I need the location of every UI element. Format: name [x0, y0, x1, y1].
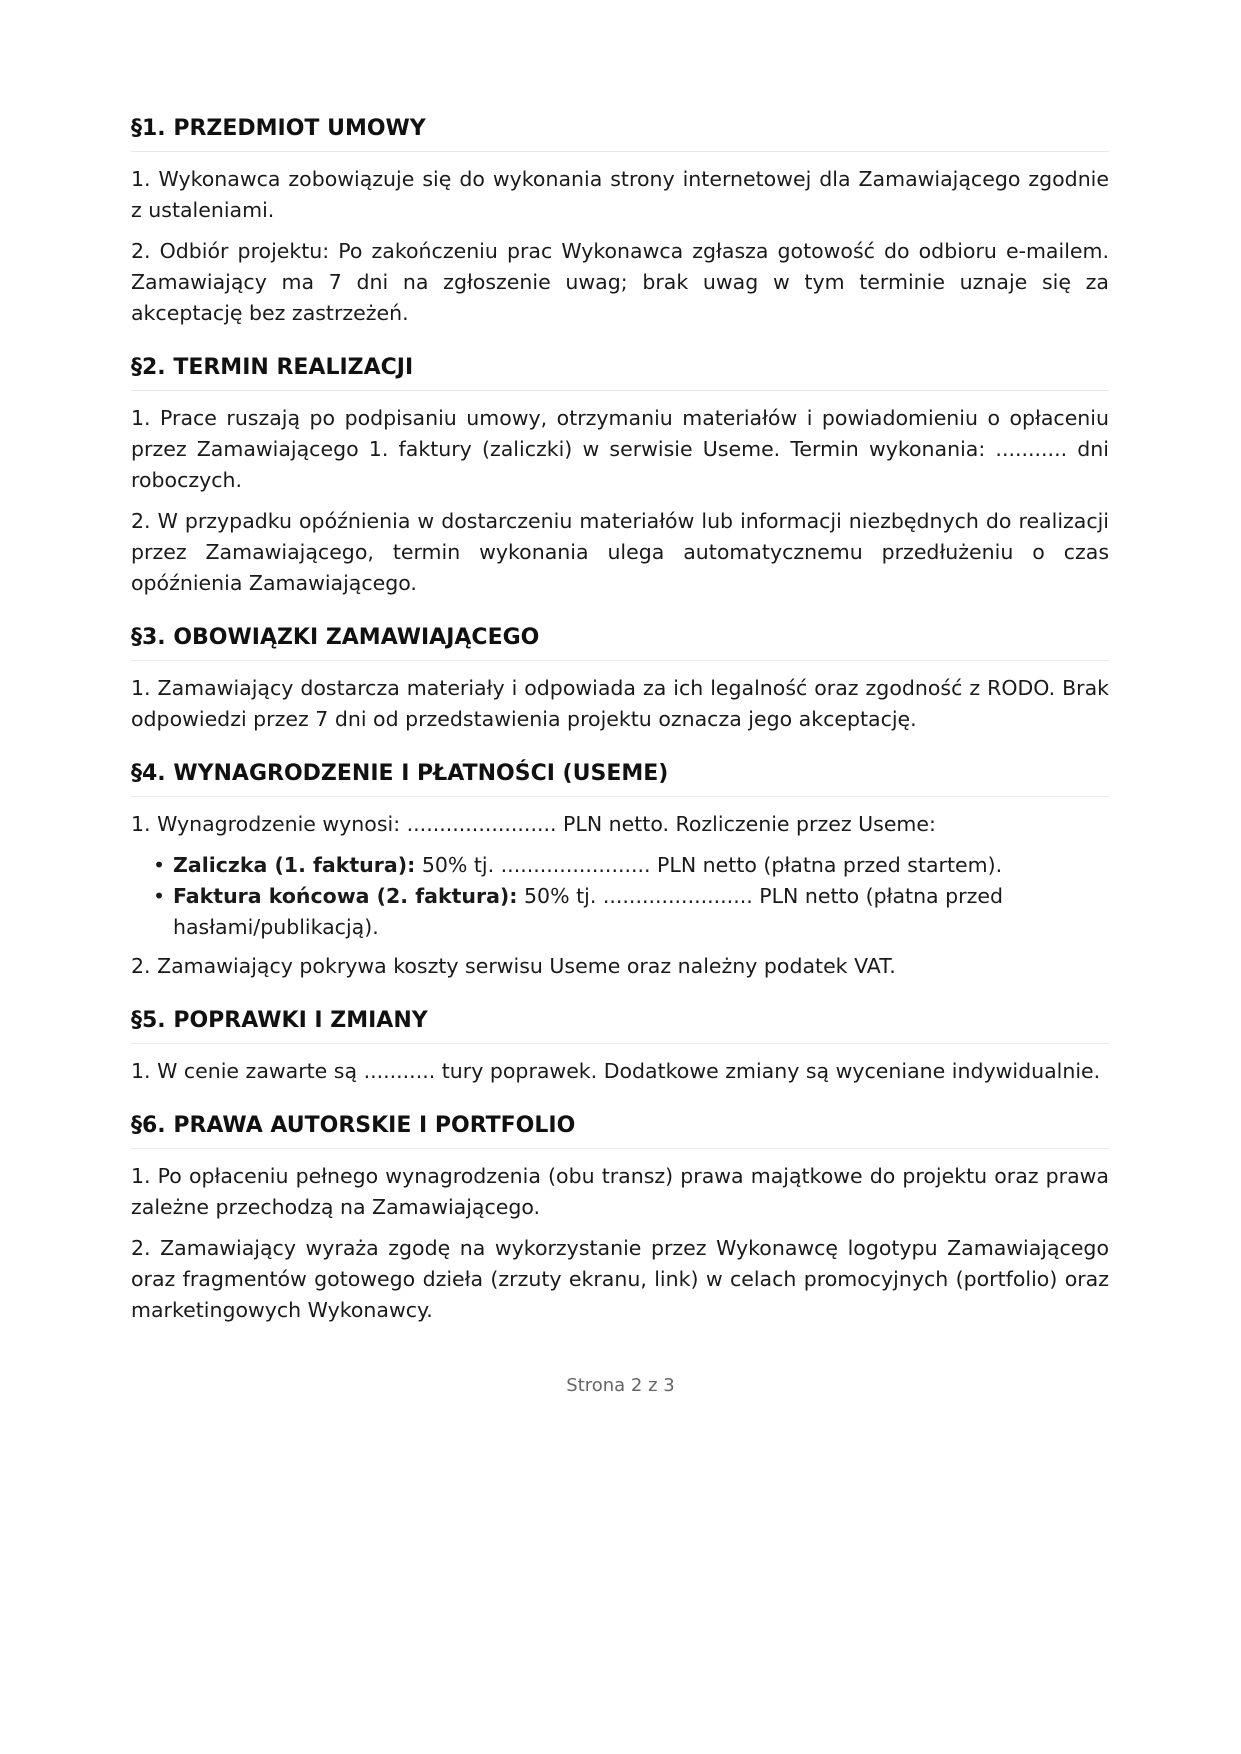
list-item	[153, 881, 1109, 943]
paragraph: 1. Po opłaceniu pełnego wynagrodzenia (obu transz) prawa majątkowe do projektu oraz prawa zależne przechodzą na Zamawiającego.	[131, 1164, 1109, 1219]
payment-list	[131, 850, 1109, 943]
paragraph: 2. Zamawiający pokrywa koszty serwisu Useme oraz należny podatek VAT.	[131, 954, 896, 978]
section-heading: §5. POPRAWKI I ZMIANY	[131, 1004, 1109, 1044]
bullet-glyph: •	[153, 853, 166, 877]
paragraph: 1. W cenie zawarte są ........... tury poprawek. Dodatkowe zmiany są wyceniane indywidualnie.	[131, 1059, 1101, 1083]
section-heading: §6. PRAWA AUTORSKIE I PORTFOLIO	[131, 1109, 1109, 1149]
list-item-text: 50% tj. ....................... PLN netto (płatna przed startem).	[415, 853, 1003, 877]
bullet-glyph: •	[153, 884, 166, 908]
document-page	[131, 112, 1109, 1348]
section-heading: §4. WYNAGRODZENIE I PŁATNOŚCI (USEME)	[131, 757, 1109, 797]
paragraph: 1. Wykonawca zobowiązuje się do wykonania strony internetowej dla Zamawiającego zgodnie z ustaleniami.	[131, 167, 1109, 222]
section-4	[131, 757, 1109, 982]
section-6	[131, 1109, 1109, 1326]
list-item-label: Faktura końcowa (2. faktura):	[173, 884, 518, 908]
paragraph: 2. Zamawiający wyraża zgodę na wykorzystanie przez Wykonawcę logotypu Zamawiającego oraz fragmentów gotowego dzieła (zrzuty ekranu, link) w celach promocyjnych (portfolio) oraz marketingowych Wykonawcy.	[131, 1236, 1109, 1322]
list-item-label: Zaliczka (1. faktura):	[173, 853, 416, 877]
section-heading: §2. TERMIN REALIZACJI	[131, 351, 1109, 391]
section-heading: §1. PRZEDMIOT UMOWY	[131, 112, 1109, 152]
section-1	[131, 112, 1109, 329]
paragraph: 1. Wynagrodzenie wynosi: ....................... PLN netto. Rozliczenie przez Useme:	[131, 812, 936, 836]
section-5	[131, 1004, 1109, 1087]
section-2	[131, 351, 1109, 599]
section-heading: §3. OBOWIĄZKI ZAMAWIAJĄCEGO	[131, 621, 1109, 661]
section-3	[131, 621, 1109, 735]
list-item-text: 50% tj. ....................... PLN netto (płatna przed hasłami/publikacją).	[173, 884, 1003, 939]
paragraph: 1. Zamawiający dostarcza materiały i odpowiada za ich legalność oraz zgodność z RODO. Brak odpowiedzi przez 7 dni od przedstawienia projektu oznacza jego akceptację.	[131, 676, 1109, 731]
page-number: Strona 2 z 3	[566, 1375, 675, 1396]
paragraph: 1. Prace ruszają po podpisaniu umowy, otrzymaniu materiałów i powiadomieniu o opłaceniu przez Zamawiającego 1. faktury (zaliczki) w serwisie Useme. Termin wykonania: ........... dni roboczych.	[131, 406, 1109, 492]
paragraph: 2. W przypadku opóźnienia w dostarczeniu materiałów lub informacji niezbędnych do realizacji przez Zamawiającego, termin wykonania ulega automatycznemu przedłużeniu o czas opóźnienia Zamawiającego.	[131, 509, 1109, 595]
paragraph: 2. Odbiór projektu: Po zakończeniu prac Wykonawca zgłasza gotowość do odbioru e-mailem. Zamawiający ma 7 dni na zgłoszenie uwag; brak uwag w tym terminie uznaje się za akceptację bez zastrzeżeń.	[131, 239, 1109, 325]
list-item	[153, 850, 1109, 881]
